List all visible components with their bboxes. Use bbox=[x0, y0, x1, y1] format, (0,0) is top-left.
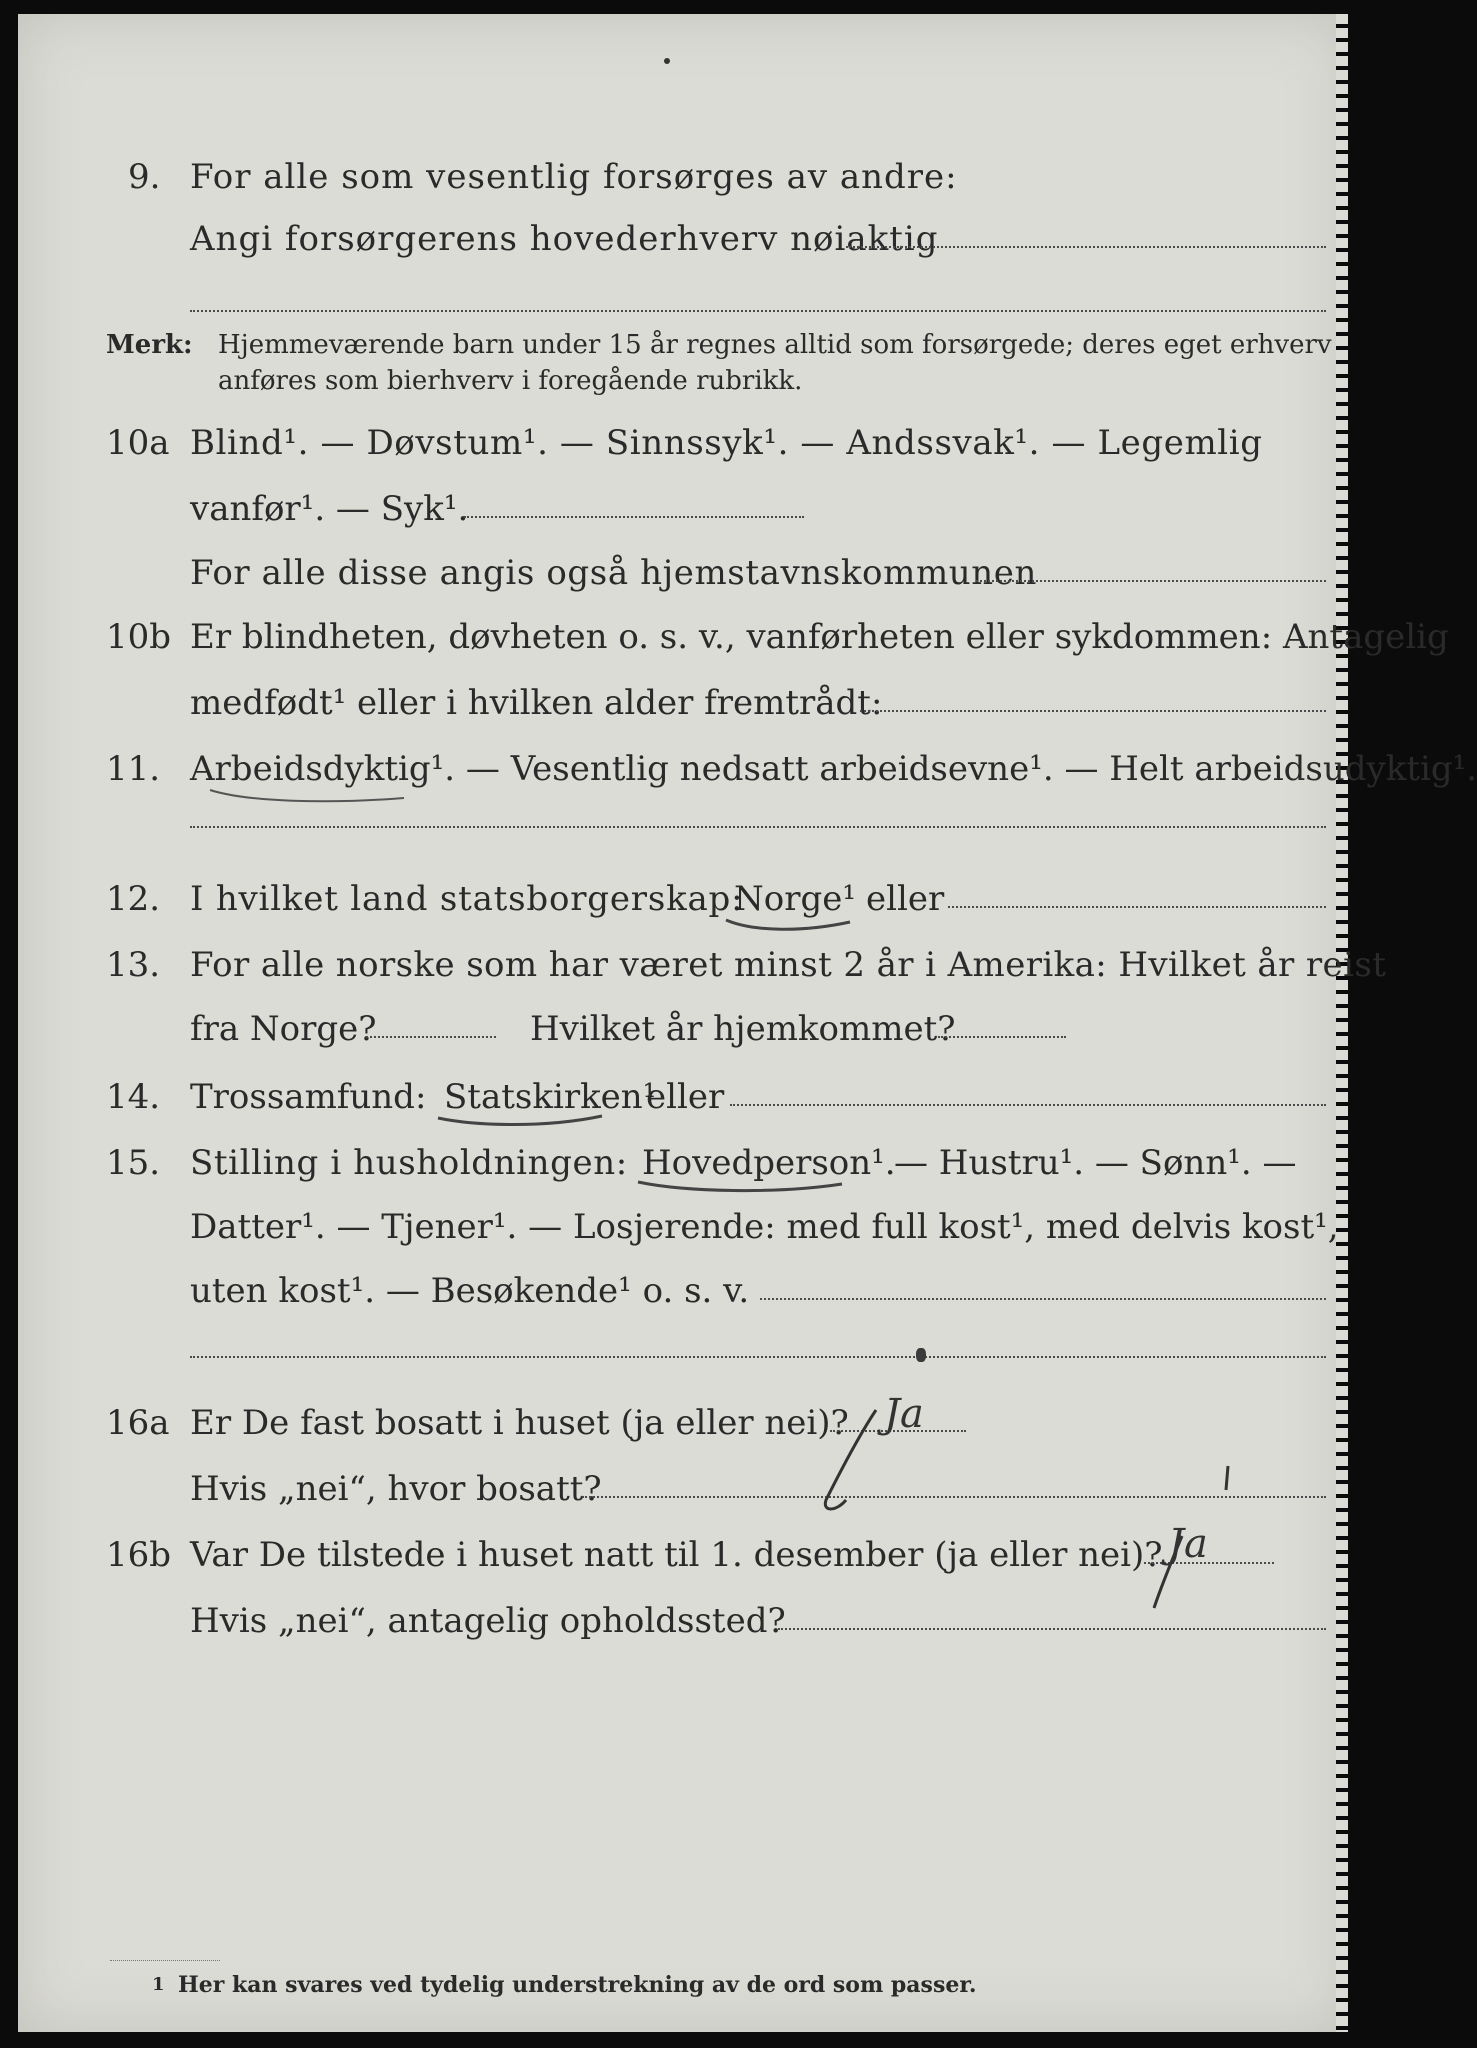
merk-label: Merk: bbox=[106, 330, 193, 360]
q16a-line1: Er De fast bosatt i huset (ja eller nei)? bbox=[190, 1403, 849, 1443]
q11-answer-line bbox=[190, 826, 1326, 828]
q15-answer-line-1 bbox=[760, 1298, 1326, 1300]
q16a-line2: Hvis „nei“, hvor bosatt? bbox=[190, 1469, 602, 1509]
q16b-line1: Var De tilstede i huset natt til 1. desember (ja eller nei)? bbox=[190, 1535, 1163, 1575]
q12-text-a: I hvilket land statsborgerskap: bbox=[190, 879, 744, 919]
q14-text-b: Statskirken¹ bbox=[444, 1077, 657, 1117]
q16b-answer-line-2 bbox=[778, 1628, 1326, 1630]
q14-answer-line bbox=[730, 1104, 1326, 1106]
q12-number: 12. bbox=[106, 879, 161, 919]
q15-text-c: — Hustru¹. — Sønn¹. — bbox=[894, 1143, 1297, 1183]
q10a-answer-line-1 bbox=[464, 516, 804, 518]
q16a-number: 16a bbox=[106, 1403, 170, 1443]
footnote-rule bbox=[110, 1960, 220, 1961]
perforated-edge bbox=[1336, 14, 1348, 2032]
ink-dot bbox=[664, 58, 670, 64]
q14-text-c: eller bbox=[646, 1077, 725, 1117]
q12-answer-line bbox=[948, 906, 1326, 908]
q10a-line1: Blind¹. — Døvstum¹. — Sinnssyk¹. — Andssvak¹. — Legemlig bbox=[190, 423, 1263, 463]
q9-answer-line-1 bbox=[846, 246, 1326, 248]
q10a-line3: For alle disse angis også hjemstavnskommunen bbox=[190, 553, 1037, 593]
ink-mark bbox=[916, 1348, 926, 1362]
q16b-line2: Hvis „nei“, antagelig opholdssted? bbox=[190, 1601, 786, 1641]
q10a-answer-line-2 bbox=[976, 580, 1326, 582]
q15-line3: uten kost¹. — Besøkende¹ o. s. v. bbox=[190, 1271, 750, 1311]
q13-answer-line-1 bbox=[366, 1036, 496, 1038]
q15-text-a: Stilling i husholdningen: bbox=[190, 1143, 628, 1183]
q16a-dash-mark bbox=[806, 1400, 926, 1520]
q16a-answer-1: Ja bbox=[884, 1391, 924, 1437]
q15-line2: Datter¹. — Tjener¹. — Losjerende: med full kost¹, med delvis kost¹, bbox=[190, 1207, 1339, 1247]
q9-answer-line-2 bbox=[190, 310, 1326, 312]
q14-number: 14. bbox=[106, 1077, 161, 1117]
q13-line2-b: Hvilket år hjemkommet? bbox=[530, 1009, 956, 1049]
q16b-answer-1: Ja bbox=[1168, 1521, 1208, 1567]
form-page bbox=[18, 14, 1477, 2032]
q15-handwritten-underline bbox=[636, 1174, 846, 1198]
q11-line1: Arbeidsdyktig¹. — Vesentlig nedsatt arbeidsevne¹. — Helt arbeidsudyktig¹. bbox=[190, 749, 1477, 789]
q14-text-a: Trossamfund: bbox=[190, 1077, 427, 1117]
q10b-number: 10b bbox=[106, 617, 172, 657]
q12-text-c: eller bbox=[866, 879, 945, 919]
q11-handwritten-underline bbox=[208, 778, 408, 808]
q16a-answer-line-2 bbox=[582, 1496, 1326, 1498]
q14-handwritten-underline bbox=[436, 1108, 606, 1132]
q16b-dash-mark bbox=[1132, 1530, 1212, 1620]
merk-line1: Hjemmeværende barn under 15 år regnes alltid som forsørgede; deres eget erhverv bbox=[218, 330, 1332, 360]
q10b-line1: Er blindheten, døvheten o. s. v., vanførheten eller sykdommen: Antagelig bbox=[190, 617, 1449, 657]
q13-number: 13. bbox=[106, 945, 161, 985]
q13-answer-line-2 bbox=[938, 1036, 1066, 1038]
q10b-answer-line bbox=[860, 710, 1326, 712]
footnote-mark: 1 bbox=[152, 1974, 165, 1995]
q9-line1: For alle som vesentlig forsørges av andre: bbox=[190, 157, 958, 197]
q15-answer-line-2 bbox=[190, 1356, 1326, 1358]
q12-handwritten-underline bbox=[724, 912, 854, 936]
merk-line2: anføres som bierhverv i foregående rubrikk. bbox=[218, 366, 803, 396]
q11-number: 11. bbox=[106, 749, 161, 789]
q13-line2-a: fra Norge? bbox=[190, 1009, 377, 1049]
q9-number: 9. bbox=[128, 157, 161, 197]
q15-number: 15. bbox=[106, 1143, 161, 1183]
q12-text-b: Norge¹ bbox=[734, 879, 856, 919]
q16a-tick-mark bbox=[1218, 1464, 1238, 1494]
q9-line2: Angi forsørgerens hovederhverv nøiaktig bbox=[190, 219, 939, 259]
q10a-number: 10a bbox=[106, 423, 170, 463]
q10b-line2: medfødt¹ eller i hvilken alder fremtrådt: bbox=[190, 683, 883, 723]
footnote-text: Her kan svares ved tydelig understrekning av de ord som passer. bbox=[178, 1972, 977, 1998]
q13-line1: For alle norske som har været minst 2 år i Amerika: Hvilket år reist bbox=[190, 945, 1387, 985]
q10a-line2: vanfør¹. — Syk¹. bbox=[190, 489, 469, 529]
q16b-number: 16b bbox=[106, 1535, 172, 1575]
q15-text-b: Hovedperson¹. bbox=[642, 1143, 896, 1183]
